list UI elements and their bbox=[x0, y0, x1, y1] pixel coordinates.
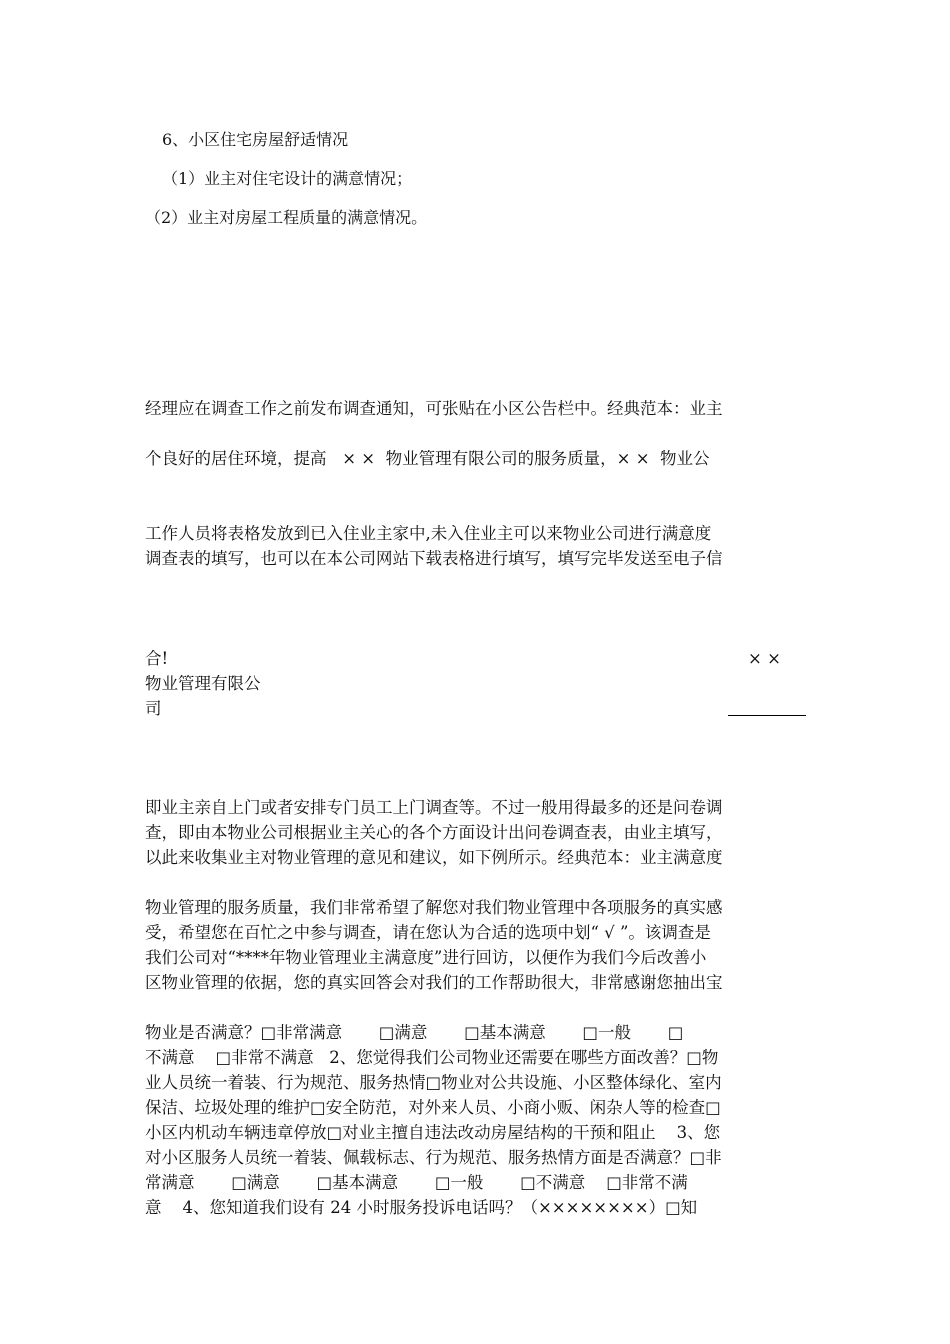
date-line bbox=[145, 721, 807, 747]
step2-line-4: 个良好的居住环境，提高 × × 物业管理有限公司的服务质量，× × 物业公 bbox=[145, 449, 710, 468]
signature-underline bbox=[728, 715, 806, 716]
step3-line-6: 物业管理的服务质量，我们非常希望了解您对我们物业管理中各项服务的真实感 bbox=[145, 898, 723, 917]
step3-line-3: 查，即由本物业公司根据业主关心的各个方面设计出问卷调查表，由业主填写， bbox=[145, 823, 723, 842]
question-3-options: 常满意 □满意 □基本满意 □一般 □不满意 □非常不满 bbox=[145, 1173, 688, 1192]
step2-heading-line bbox=[145, 371, 807, 397]
step3-line-13: 业人员统一着装、行为规范、服务热情□物业对公共设施、小区整体绿化、室内 bbox=[145, 1073, 722, 1092]
step3-line-10 bbox=[145, 995, 807, 1021]
step2-line-6 bbox=[145, 496, 807, 522]
step3-line-5 bbox=[145, 870, 807, 896]
step3-heading-line bbox=[145, 770, 807, 796]
section-6-item-1: （1）业主对住宅设计的满意情况； bbox=[162, 169, 413, 188]
step3-line-18: 意 4、您知道我们设有 24 小时服务投诉电话吗？（××××××××）□知 bbox=[145, 1198, 698, 1217]
step3-line-16: 对小区服务人员统一着装、佩载标志、行为规范、服务热情方面是否满意？□非 bbox=[145, 1148, 722, 1167]
company-name-marks: × × bbox=[748, 649, 781, 668]
step3-line-12: 不满意 □非常不满意 2、您觉得我们公司物业还需要在哪些方面改善？□物 bbox=[145, 1048, 719, 1067]
step3-line-2: 即业主亲自上门或者安排专门员工上门调查等。不过一般用得最多的还是问卷调 bbox=[145, 798, 723, 817]
step2-line-7: 工作人员将表格发放到已入住业主家中,未入住业主可以来物业公司进行满意度 bbox=[145, 524, 712, 543]
section-6-title: 6、小区住宅房屋舒适情况 bbox=[162, 130, 349, 149]
step3-line-8: 我们公司对“****年物业管理业主满意度”进行回访，以便作为我们今后改善小 bbox=[145, 948, 707, 967]
step3-line-15: 小区内机动车辆违章停放□对业主擅自违法改动房屋结构的干预和阻止 3、您 bbox=[145, 1123, 721, 1142]
step2-line-11 bbox=[145, 621, 807, 647]
step3-line-4: 以此来收集业主对物业管理的意见和建议，如下例所示。经典范本：业主满意度 bbox=[145, 848, 723, 867]
step3-line-7: 受，希望您在百忙之中参与调查，请在您认为合适的选项中划“ √ ”。该调查是 bbox=[145, 923, 711, 942]
step2-line-12: 合! bbox=[145, 649, 169, 668]
section-6-item-2: （2）业主对房屋工程质量的满意情况。 bbox=[145, 208, 428, 227]
step3-line-9: 区物业管理的依据，您的真实回答会对我们的工作帮助很大，非常感谢您抽出宝 bbox=[145, 973, 723, 992]
step2-line-3 bbox=[145, 421, 807, 447]
step2-line-5 bbox=[145, 471, 807, 497]
company-name-line-2: 司 bbox=[145, 699, 162, 718]
step2-line-10 bbox=[145, 596, 807, 622]
step2-line-9 bbox=[145, 571, 807, 597]
question-1-options: 物业是否满意？□非常满意 □满意 □基本满意 □一般 □ bbox=[145, 1023, 684, 1042]
step3-line-14: 保洁、垃圾处理的维护□安全防范，对外来人员、小商小贩、闲杂人等的检查□ bbox=[145, 1098, 721, 1117]
company-name-line-1: 物业管理有限公 bbox=[145, 674, 261, 693]
step2-line-2: 经理应在调查工作之前发布调查通知，可张贴在小区公告栏中。经典范本：业主 bbox=[145, 399, 723, 418]
step2-line-8: 调查表的填写，也可以在本公司网站下载表格进行填写，填写完毕发送至电子信 bbox=[145, 549, 723, 568]
